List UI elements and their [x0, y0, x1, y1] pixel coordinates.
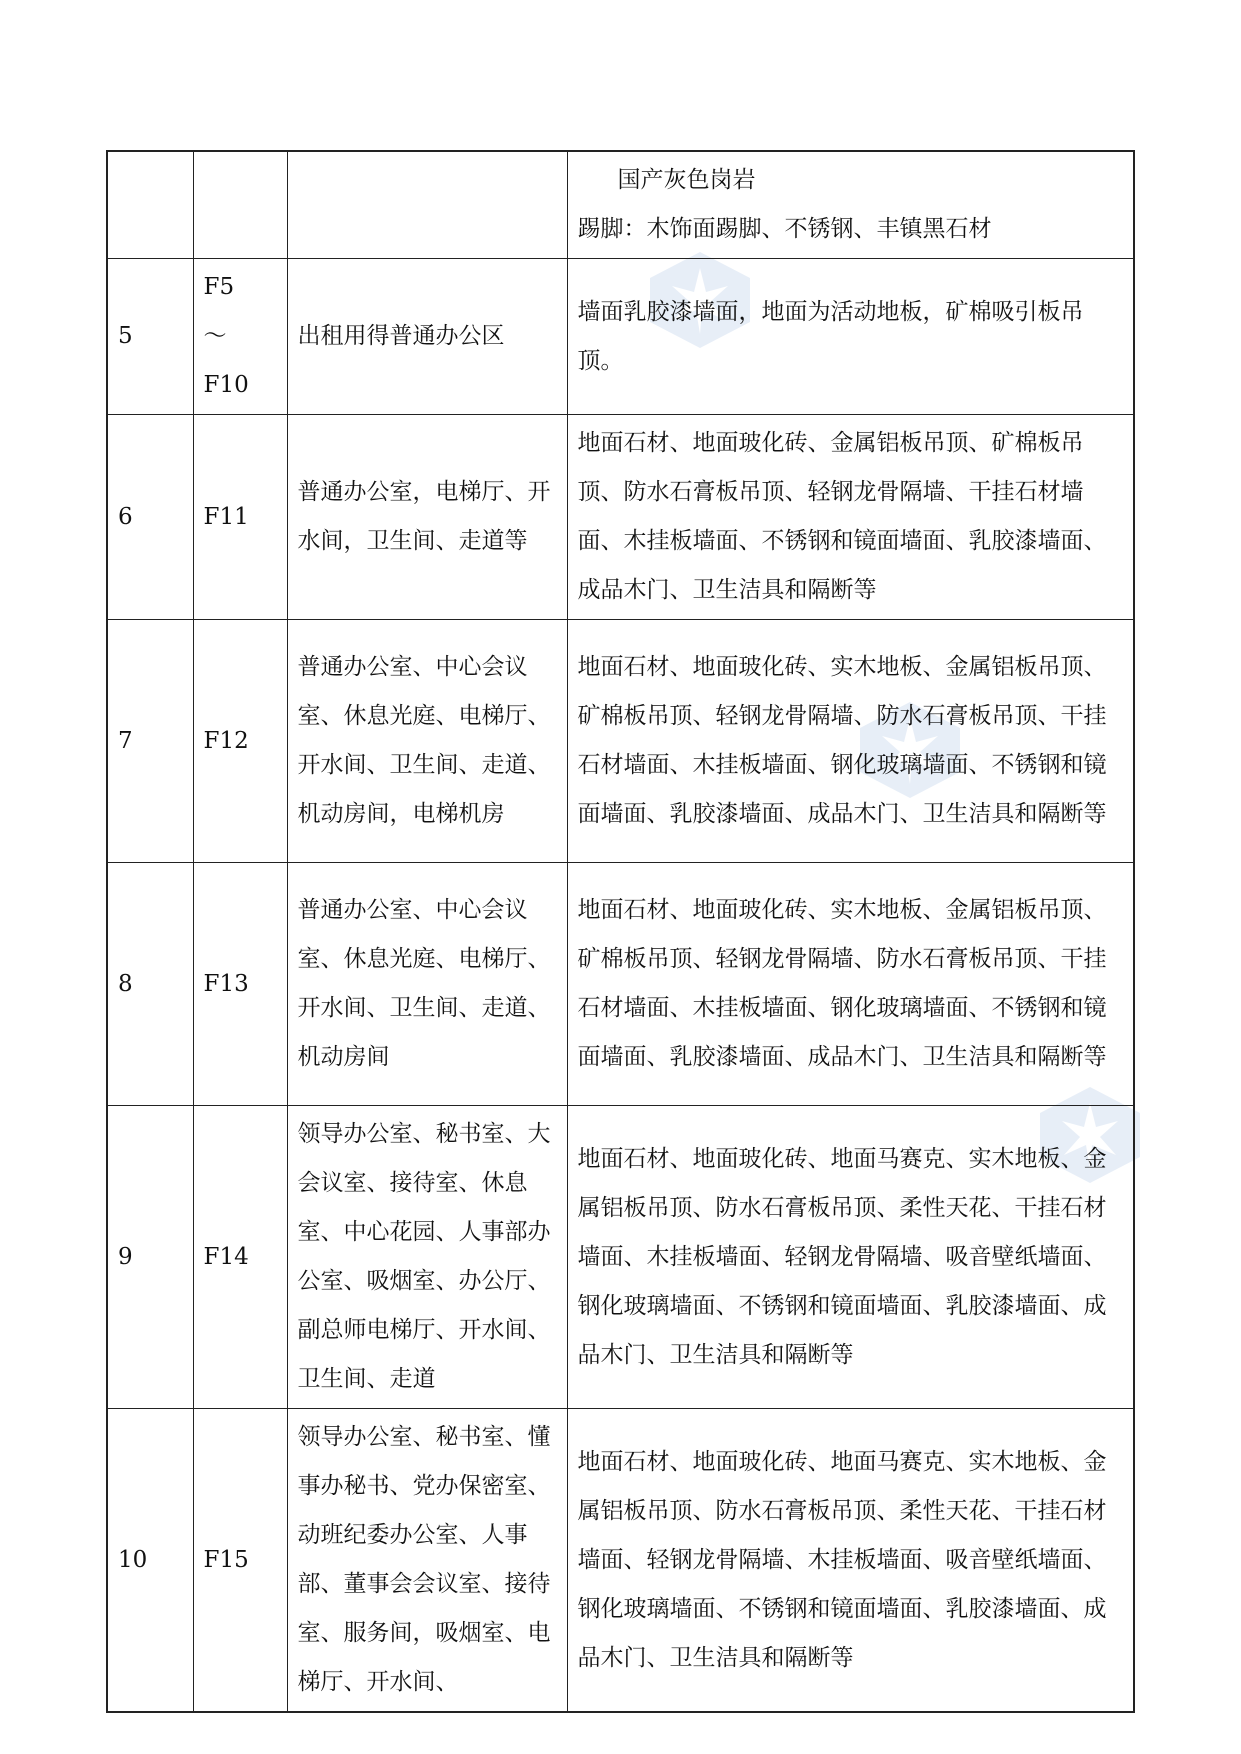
row-floor: F11: [193, 415, 287, 620]
row-floor: F13: [193, 863, 287, 1106]
row-number: 5: [107, 259, 193, 415]
row-area: 出租用得普通办公区: [287, 259, 567, 415]
materials-line: 踢脚：木饰面踢脚、不锈钢、丰镇黑石材: [577, 216, 992, 242]
row-area: 领导办公室、秘书室、大会议室、接待室、休息室、中心花园、人事部办公室、吸烟室、办公厅、副总师电梯厅、开水间、卫生间、走道: [287, 1106, 567, 1409]
row-number: 8: [107, 863, 193, 1106]
row-materials: 地面石材、地面玻化砖、实木地板、金属铝板吊顶、矿棉板吊顶、轻钢龙骨隔墙、防水石膏板吊顶、干挂石材墙面、木挂板墙面、钢化玻璃墙面、不锈钢和镜面墙面、乳胶漆墙面、成品木门、卫生洁具和隔断等: [567, 863, 1134, 1106]
row-number: 9: [107, 1106, 193, 1409]
row-number: 7: [107, 620, 193, 863]
row-area: 领导办公室、秘书室、懂事办秘书、党办保密室、动班纪委办公室、人事部、董事会会议室、接待室、服务间，吸烟室、电梯厅、开水间、: [287, 1409, 567, 1713]
row-materials: 地面石材、地面玻化砖、金属铝板吊顶、矿棉板吊顶、防水石膏板吊顶、轻钢龙骨隔墙、干挂石材墙面、木挂板墙面、不锈钢和镜面墙面、乳胶漆墙面、成品木门、卫生洁具和隔断等: [567, 415, 1134, 620]
row-materials: 地面石材、地面玻化砖、地面马赛克、实木地板、金属铝板吊顶、防水石膏板吊顶、柔性天花、干挂石材墙面、木挂板墙面、轻钢龙骨隔墙、吸音壁纸墙面、钢化玻璃墙面、不锈钢和镜面墙面、乳胶漆墙面、成品木门、卫生洁具和隔断等: [567, 1106, 1134, 1409]
row-number: 10: [107, 1409, 193, 1713]
row-area: [287, 151, 567, 259]
row-materials: 地面石材、地面玻化砖、实木地板、金属铝板吊顶、矿棉板吊顶、轻钢龙骨隔墙、防水石膏板吊顶、干挂石材墙面、木挂板墙面、钢化玻璃墙面、不锈钢和镜面墙面、乳胶漆墙面、成品木门、卫生洁具和隔断等: [567, 620, 1134, 863]
row-materials: 地面石材、地面玻化砖、地面马赛克、实木地板、金属铝板吊顶、防水石膏板吊顶、柔性天花、干挂石材墙面、轻钢龙骨隔墙、木挂板墙面、吸音壁纸墙面、钢化玻璃墙面、不锈钢和镜面墙面、乳胶漆墙面、成品木门、卫生洁具和隔断等: [567, 1409, 1134, 1713]
table-row: [107, 415, 1134, 620]
row-materials: [567, 151, 1134, 259]
row-area: 普通办公室，电梯厅、开水间，卫生间、走道等: [287, 415, 567, 620]
table-row: [107, 1409, 1134, 1713]
table-row: [107, 259, 1134, 415]
table-row: [107, 1106, 1134, 1409]
row-materials: 墙面乳胶漆墙面，地面为活动地板，矿棉吸引板吊顶。: [567, 259, 1134, 415]
row-area: 普通办公室、中心会议室、休息光庭、电梯厅、开水间、卫生间、走道、机动房间: [287, 863, 567, 1106]
floor-line: F5 ～: [203, 274, 258, 349]
floor-line: F10: [203, 372, 249, 398]
row-floor: [193, 151, 287, 259]
row-number: 6: [107, 415, 193, 620]
decoration-scope-table: [106, 150, 1135, 1713]
table-row: [107, 151, 1134, 259]
row-floor: F15: [193, 1409, 287, 1713]
table-row: [107, 620, 1134, 863]
row-area: 普通办公室、中心会议室、休息光庭、电梯厅、开水间、卫生间、走道、机动房间，电梯机房: [287, 620, 567, 863]
row-floor: F14: [193, 1106, 287, 1409]
table-row: [107, 863, 1134, 1106]
row-number: [107, 151, 193, 259]
materials-line: 国产灰色岗岩: [617, 167, 756, 193]
row-floor: [193, 259, 287, 415]
row-floor: F12: [193, 620, 287, 863]
